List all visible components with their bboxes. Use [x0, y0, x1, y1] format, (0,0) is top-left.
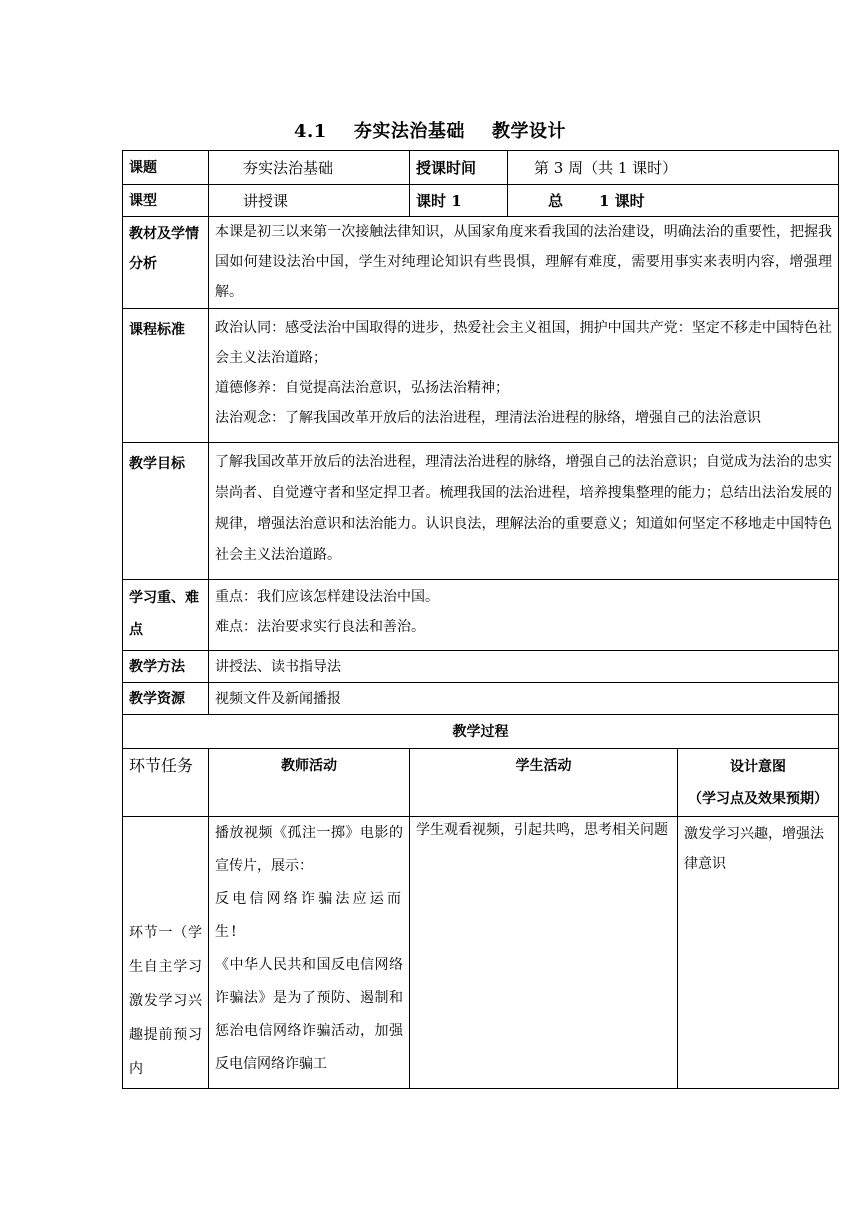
total-cell [508, 185, 839, 217]
row-process-header [123, 749, 839, 817]
stage1-design: 激发学习兴趣，增强法律意识 [678, 817, 839, 1089]
row-goals [123, 443, 839, 580]
process-heading: 教学过程 [123, 715, 839, 749]
row-analysis [123, 217, 839, 309]
analysis-label: 教材及学情分析 [123, 217, 209, 309]
key-points-cell [209, 580, 839, 651]
topic-label: 课题 [123, 151, 209, 185]
row-resources [123, 683, 839, 715]
key-points-label: 学习重、难点 [123, 580, 209, 651]
period-label: 课时 1 [410, 185, 508, 217]
topic-value: 夯实法治基础 [209, 151, 410, 185]
analysis-text: 本课是初三以来第一次接触法律知识，从国家角度来看我国的法治建设，明确法治的重要性，把握我国如何建设法治中国，学生对纯理论知识有些畏惧，理解有难度，需要用事实来表明内容，增强理解。 [209, 217, 839, 309]
col-student-header: 学生活动 [410, 749, 678, 817]
teacher-activity-line: 反电信网络诈骗法应运而生! [215, 891, 403, 940]
resources-text: 视频文件及新闻播报 [209, 683, 839, 715]
teacher-activity-line: 播放视频《孤注一掷》电影的宣传片，展示： [215, 825, 403, 874]
title-topic: 夯实法治基础 [353, 121, 465, 142]
standards-cell [209, 309, 839, 443]
col-design-header [678, 749, 839, 817]
row-methods [123, 651, 839, 683]
row-stage-1 [123, 817, 839, 1089]
methods-text: 讲授法、读书指导法 [209, 651, 839, 683]
type-value: 讲授课 [209, 185, 410, 217]
standards-label: 课程标准 [123, 309, 209, 443]
goals-text: 了解我国改革开放后的法治进程，理清法治进程的脉络，增强自己的法治意识；自觉成为法治的忠实崇尚者、自觉遵守者和坚定捍卫者。梳理我国的法治进程，培养搜集整理的能力；总结出法治发展的规律，增强法治意识和法治能力。认识良法，理解法治的重要意义；知道如何坚定不移地走中国特色社会主义法治道路。 [209, 443, 839, 580]
time-label: 授课时间 [410, 151, 508, 185]
row-topic [123, 151, 839, 185]
stage1-task: 环节一（学生自主学习激发学习兴趣提前预习内 [123, 817, 209, 1089]
design-header-title: 设计意图 [730, 759, 786, 775]
lesson-plan-table [122, 150, 839, 1089]
resources-label: 教学资源 [123, 683, 209, 715]
row-key-points [123, 580, 839, 651]
type-label: 课型 [123, 185, 209, 217]
col-task-header: 环节任务 [123, 749, 209, 817]
stage1-teacher [209, 817, 410, 1089]
difficult-point: 难点：法治要求实行良法和善治。 [215, 619, 425, 635]
row-process-heading [123, 715, 839, 749]
standard-moral: 道德修养：自觉提高法治意识，弘扬法治精神； [215, 380, 509, 396]
title-suffix: 教学设计 [491, 121, 566, 142]
methods-label: 教学方法 [123, 651, 209, 683]
col-teacher-header: 教师活动 [209, 749, 410, 817]
teacher-activity-line: 《中华人民共和国反电信网络诈骗法》是为了预防、遏制和惩治电信网络诈骗活动，加强反电信网络诈骗工 [215, 957, 403, 1072]
total-value: 1 课时 [599, 191, 645, 210]
standard-political: 政治认同：感受法治中国取得的进步，热爱社会主义祖国，拥护中国共产党：坚定不移走中国特色社会主义法治道路； [215, 320, 833, 366]
title-number: 4.1 [294, 121, 327, 142]
time-value: 第 3 周（共 1 课时） [508, 151, 839, 185]
stage1-student: 学生观看视频，引起共鸣，思考相关问题 [410, 817, 678, 1089]
standard-legal: 法治观念：了解我国改革开放后的法治进程，理清法治进程的脉络，增强自己的法治意识 [215, 410, 761, 426]
total-label: 总 [548, 191, 564, 210]
design-header-sub: （学习点及效果预期） [688, 791, 828, 807]
goals-label: 教学目标 [123, 443, 209, 580]
key-point: 重点：我们应该怎样建设法治中国。 [215, 589, 439, 605]
page-title [0, 117, 860, 143]
row-standards [123, 309, 839, 443]
row-type [123, 185, 839, 217]
